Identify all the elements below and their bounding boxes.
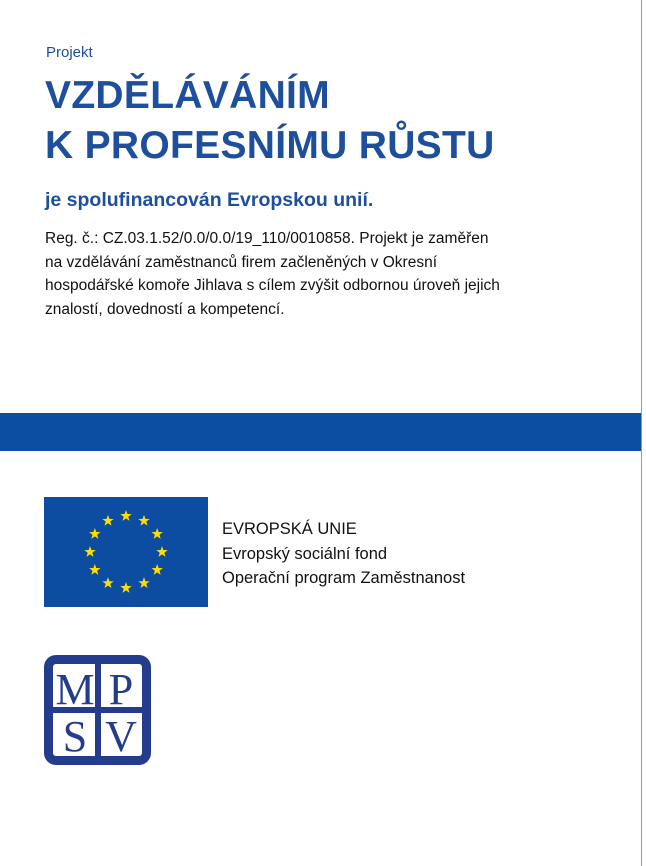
description-line: Reg. č.: CZ.03.1.52/0.0/0.0/19_110/0010858. Projekt je zaměřen (45, 230, 489, 247)
project-title (45, 71, 495, 171)
description-line: znalostí, dovedností a kompetencí. (45, 300, 285, 318)
eu-line-union: EVROPSKÁ UNIE (222, 520, 357, 538)
page-edge (641, 0, 642, 866)
eu-line-fund: Evropský sociální fond (222, 544, 388, 563)
mpsv-logo (44, 655, 151, 765)
description-line: na vzdělávání zaměstnanců firem začleněných v Okresní (45, 253, 437, 271)
mpsv-letter: V (105, 712, 137, 761)
blue-divider-band (0, 413, 641, 451)
project-title-line: K PROFESNÍMU RŮSTU (45, 124, 495, 167)
eu-flag-icon (44, 497, 208, 607)
project-label: Projekt (46, 44, 93, 61)
mpsv-letter: P (108, 665, 134, 714)
description-line: hospodářské komoře Jihlava s cílem zvýšit odbornou úroveň jejich (45, 277, 500, 295)
mpsv-letter: M (55, 665, 95, 714)
cofinanced-statement: je spolufinancován Evropskou unií. (45, 189, 374, 211)
eu-line-programme: Operační program Zaměstnanost (222, 569, 466, 587)
project-description (45, 227, 605, 321)
eu-funding-text (222, 517, 465, 591)
project-title-line: VZDĚLÁVÁNÍM (45, 74, 330, 117)
mpsv-letter: S (62, 712, 88, 761)
